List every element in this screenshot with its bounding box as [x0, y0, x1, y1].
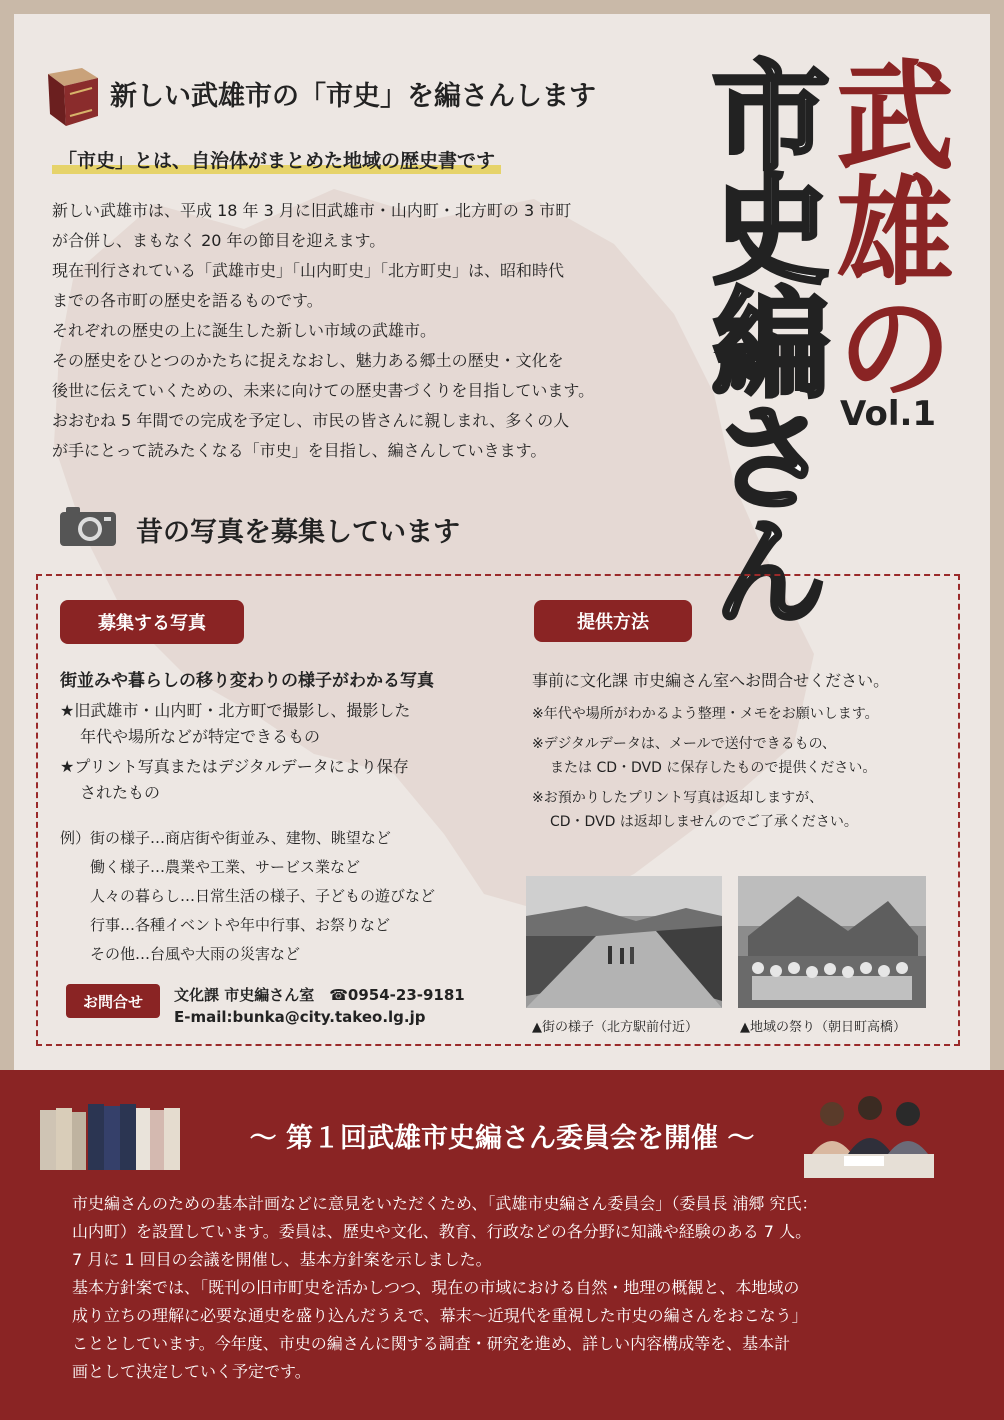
contact-email[interactable]: E-mail:bunka@city.takeo.lg.jp [174, 1008, 426, 1026]
body-line: こととしています。今年度、市史の編さんに関する調査・研究を進め、詳しい内容構成等を、基本計 [72, 1334, 791, 1353]
example-item: その他…台風や大雨の災害など [90, 945, 301, 963]
body-line: 成り立ちの理解に必要な通史を盛り込んだうえで、幕末～近現代を重視した市史の編さんをおこなう」 [72, 1306, 808, 1325]
method-note: ※お預かりしたプリント写真は返却しますが、 [532, 790, 824, 806]
method-label: 提供方法 [534, 600, 692, 642]
recruit-item: 年代や場所などが特定できるもの [80, 727, 321, 746]
camera-icon [58, 504, 118, 548]
recruit-lead: 街並みや暮らしの移り変わりの様子がわかる写真 [60, 671, 434, 691]
book-icon [40, 64, 102, 128]
method-note: ※デジタルデータは、メールで送付できるもの、 [532, 736, 837, 752]
example-item: 人々の暮らし…日常生活の様子、子どもの遊びなど [90, 887, 436, 905]
recruit-label: 募集する写真 [60, 600, 244, 644]
photo-street [526, 876, 722, 1008]
contact-label: お問合せ [66, 984, 160, 1018]
photo-caption-street: ▲街の様子（北方駅前付近） [532, 1020, 698, 1035]
contact-phone: 文化課 市史編さん室 ☎0954-23-9181 [174, 986, 465, 1004]
contact-info [174, 984, 465, 1028]
committee-heading: ～ 第１回武雄市史編さん委員会を開催 ～ [249, 1123, 755, 1154]
recruit-column [60, 668, 530, 969]
method-note: CD・DVD は返却しませんのでご了承ください。 [550, 814, 858, 830]
body-line: それぞれの歴史の上に誕生した新しい市域の武雄市。 [52, 321, 437, 340]
body-line: 後世に伝えていくための、未来に向けての歴史書づくりを目指しています。 [52, 381, 595, 400]
example-item: 例）街の様子…商店街や街並み、建物、眺望など [60, 829, 391, 847]
method-note: または CD・DVD に保存したもので提供ください。 [550, 760, 877, 776]
example-item: 働く様子…農業や工業、サービス業など [90, 858, 361, 876]
section1-subheading: 「市史」とは、自治体がまとめた地域の歴史書です [52, 150, 501, 174]
title-red: 武雄の [816, 54, 954, 402]
upper-panel [14, 14, 990, 1070]
photo-festival [738, 876, 926, 1008]
body-line: が手にとって読みたくなる「市史」を目指し、編さんしていきます。 [52, 441, 547, 460]
photo-caption-festival: ▲地域の祭り（朝日町高橋） [740, 1020, 906, 1035]
body-line: が合併し、まもなく 20 年の節目を迎えます。 [52, 231, 386, 250]
body-line: 山内町）を設置しています。委員は、歴史や文化、教育、行政などの各分野に知識や経験のある 7 人。 [72, 1222, 812, 1241]
body-line: 現在刊行されている「武雄市史」「山内町史」「北方町史」は、昭和時代 [52, 261, 565, 280]
body-line: おおむね 5 年間での完成を予定し、市民の皆さんに親しまれ、多くの人 [52, 411, 570, 430]
committee-panel [0, 1070, 1004, 1420]
section1-heading: 新しい武雄市の「市史」を編さんします [110, 81, 596, 112]
method-note: ※年代や場所がわかるよう整理・メモをお願いします。 [532, 706, 879, 722]
volume-number: Vol.1 [840, 394, 937, 434]
body-line: 新しい武雄市は、平成 18 年 3 月に旧武雄市・山内町・北方町の 3 市町 [52, 201, 572, 220]
example-item: 行事…各種イベントや年中行事、お祭りなど [90, 916, 391, 934]
body-line: 市史編さんのための基本計画などに意見をいただくため、「武雄市史編さん委員会」（委員長 浦郷 究氏： [72, 1194, 818, 1213]
body-line: 7 月に 1 回目の会議を開催し、基本方針案を示しました。 [72, 1250, 492, 1269]
photo-recruit-box [36, 574, 960, 1046]
body-line: 画として決定していく予定です。 [72, 1362, 311, 1381]
examples-list [60, 824, 530, 969]
method-lead: 事前に文化課 市史編さん室へお問合せください。 [532, 671, 890, 690]
section1-body [52, 196, 692, 466]
body-line: 基本方針案では、「既刊の旧市町史を活かしつつ、現在の市域における自然・地理の概観と、本地域の [72, 1278, 800, 1297]
recruit-item: されたもの [80, 783, 161, 802]
recruit-item: ★旧武雄市・山内町・北方町で撮影し、撮影した [60, 701, 411, 720]
method-column [532, 668, 952, 834]
section2-heading: 昔の写真を募集しています [136, 517, 460, 548]
body-line: その歴史をひとつのかたちに捉えなおし、魅力ある郷土の歴史・文化を [52, 351, 564, 370]
recruit-item: ★プリント写真またはデジタルデータにより保存 [60, 757, 409, 776]
committee-body [72, 1190, 932, 1386]
title-white: 市史編さん [692, 54, 830, 624]
body-line: までの各市町の歴史を語るものです。 [52, 291, 323, 310]
